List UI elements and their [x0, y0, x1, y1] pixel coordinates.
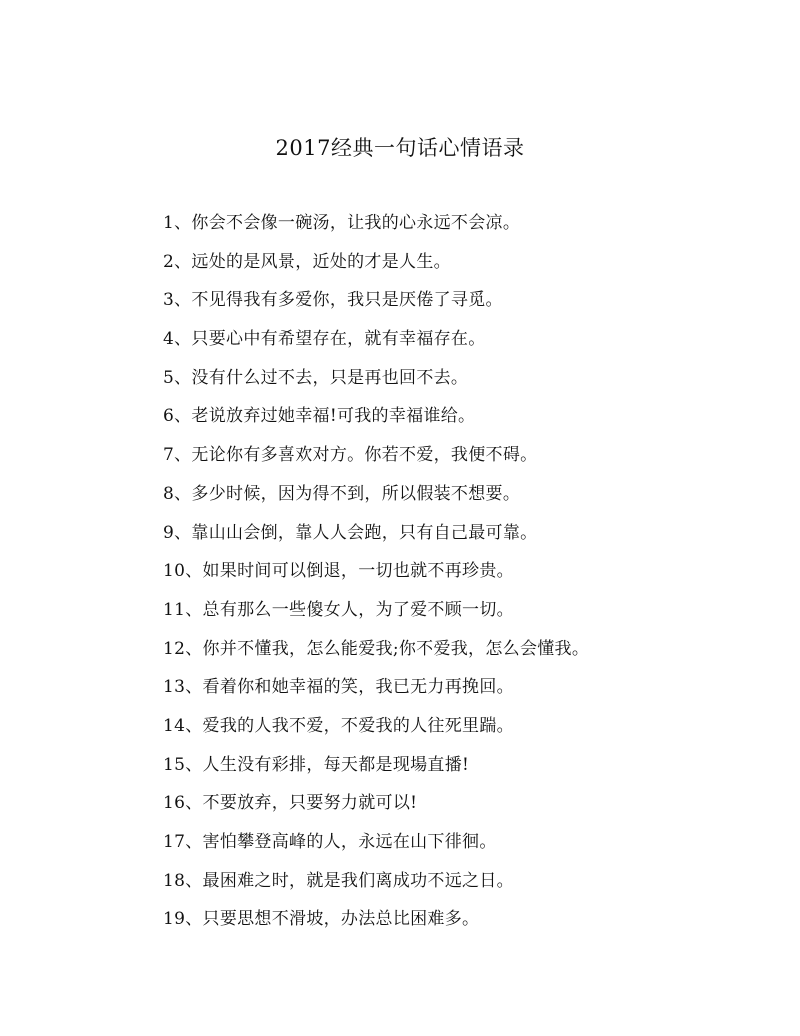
quote-item: 16、不要放弃，只要努力就可以!	[163, 793, 418, 814]
quote-item: 7、无论你有多喜欢对方。你若不爱，我便不碍。	[163, 445, 538, 466]
quote-item: 15、人生没有彩排，每天都是现場直播!	[163, 754, 470, 775]
quote-item: 18、最困难之时，就是我们离成功不远之日。	[163, 870, 514, 891]
quote-item: 12、你并不懂我，怎么能爱我;你不爱我，怎么会懂我。	[163, 638, 590, 659]
quote-item: 4、只要心中有希望存在，就有幸福存在。	[163, 329, 486, 350]
quote-item: 8、多少时候，因为得不到，所以假装不想要。	[163, 483, 521, 504]
document-title: 2017经典一句话心情语录	[275, 136, 525, 160]
quote-item: 9、靠山山会倒，靠人人会跑，只有自己最可靠。	[163, 522, 538, 543]
quote-item: 13、看着你和她幸福的笑，我已无力再挽回。	[163, 677, 514, 698]
quote-item: 10、如果时间可以倒退，一切也就不再珍贵。	[163, 561, 514, 582]
quote-item: 19、只要思想不滑坡，办法总比困难多。	[163, 909, 480, 930]
quote-list	[163, 204, 589, 939]
quote-item: 17、害怕攀登高峰的人，永远在山下徘徊。	[163, 832, 497, 852]
quote-item: 1、你会不会像一碗汤，让我的心永远不会凉。	[163, 213, 521, 233]
quote-item: 5、没有什么过不去，只是再也回不去。	[163, 367, 469, 388]
quote-item: 11、总有那么一些傻女人，为了爱不顾一切。	[163, 599, 514, 620]
quote-item: 3、不见得我有多爱你，我只是厌倦了寻觅。	[163, 290, 503, 311]
quote-item: 6、老说放弃过她幸福!可我的幸福谁给。	[163, 406, 476, 427]
quote-item: 2、远处的是风景，近处的才是人生。	[163, 251, 451, 272]
quote-item: 14、爱我的人我不爱，不爱我的人往死里踹。	[163, 715, 514, 736]
